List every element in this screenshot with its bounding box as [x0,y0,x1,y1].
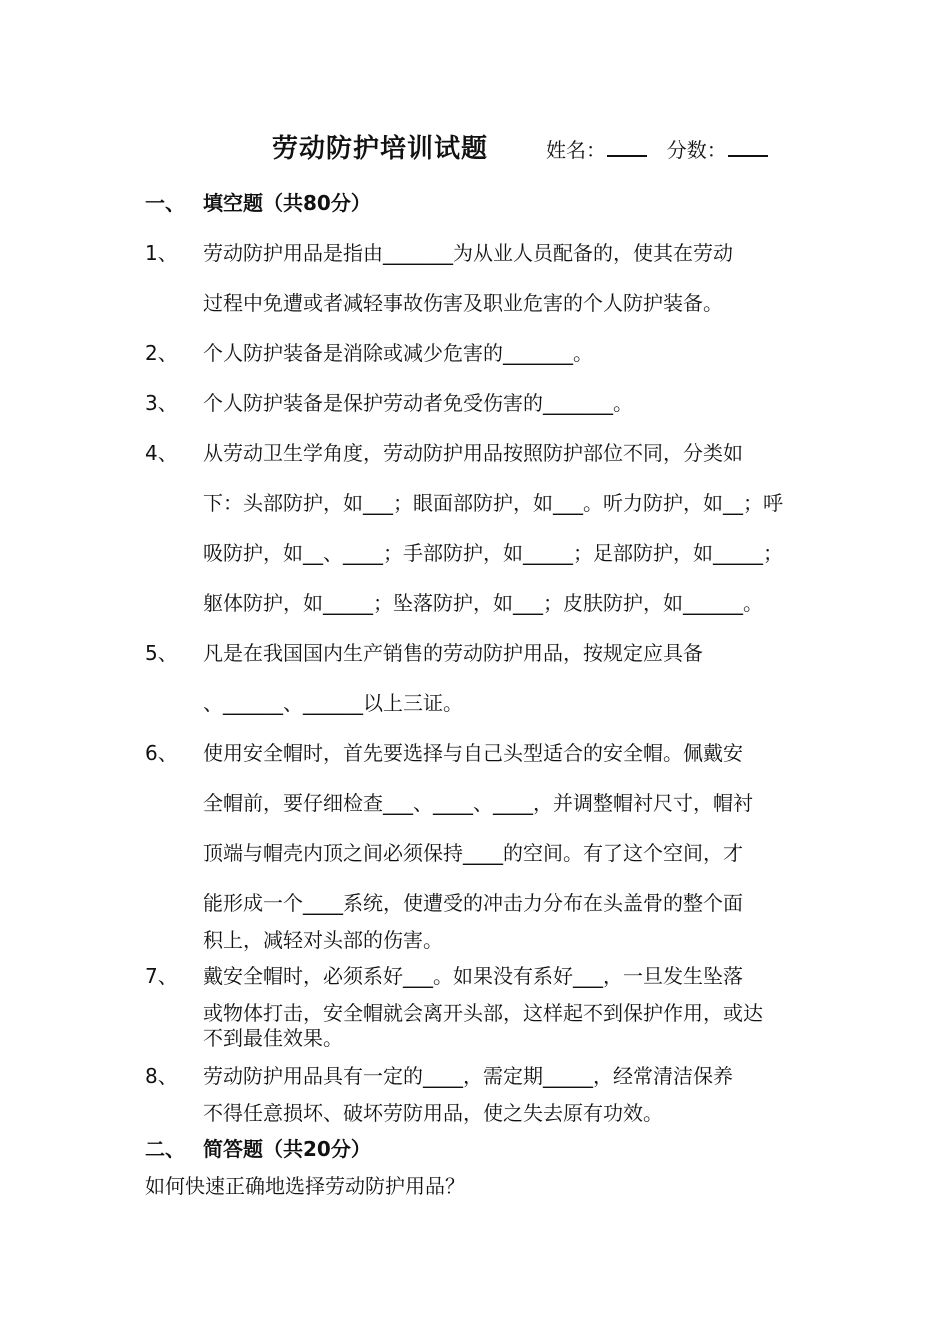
question-line: 吸防护，如__、____；手部防护，如_____；足部防护，如_____； [203,541,783,565]
section-title: 填空题（共80分） [203,191,371,215]
question-number: 3、 [145,391,178,415]
section-number: 一、 [145,191,185,215]
question-number: 7、 [145,964,178,988]
question-line: 不到最佳效果。 [203,1026,343,1050]
question-line: 使用安全帽时，首先要选择与自己头型适合的安全帽。佩戴安 [203,741,743,765]
question-line: 积上，减轻对头部的伤害。 [203,928,443,952]
question-number: 2、 [145,341,178,365]
question-line: 不得任意损坏、破坏劳防用品，使之失去原有功效。 [203,1101,663,1125]
question-number: 8、 [145,1064,178,1088]
question-line: 躯体防护，如_____；坠落防护，如___；皮肤防护，如______。 [203,591,763,615]
exam-meta [546,134,769,163]
question-line: 、______、______以上三证。 [203,691,463,715]
question-number: 4、 [145,441,178,465]
section-short-answer [145,1133,371,1162]
question-line: 从劳动卫生学角度，劳动防护用品按照防护部位不同，分类如 [203,441,743,465]
question-number: 1、 [145,241,178,265]
question-line: 个人防护装备是保护劳动者免受伤害的_______。 [203,391,633,415]
question-number: 6、 [145,741,178,765]
question-line: 戴安全帽时，必须系好___。如果没有系好___，一旦发生坠落 [203,964,743,988]
question-line: 劳动防护用品具有一定的____，需定期_____，经常清洁保养 [203,1064,733,1088]
question-line: 劳动防护用品是指由_______为从业人员配备的，使其在劳动 [203,241,733,265]
score-blank[interactable] [728,137,768,157]
exam-title: 劳动防护培训试题 [272,134,489,164]
name-label: 姓名： [546,138,606,162]
question-line: 全帽前，要仔细检查___、____、____，并调整帽衬尺寸，帽衬 [203,791,753,815]
section-title: 简答题（共20分） [203,1137,371,1161]
question-line: 顶端与帽壳内顶之间必须保持____的空间。有了这个空间，才 [203,841,743,865]
question-line: 或物体打击，安全帽就会离开头部，这样起不到保护作用，或达 [203,1001,763,1025]
short-answer-question: 如何快速正确地选择劳动防护用品？ [145,1174,465,1198]
question-line: 个人防护装备是消除或减少危害的_______。 [203,341,593,365]
question-line: 凡是在我国国内生产销售的劳动防护用品，按规定应具备 [203,641,703,665]
question-line: 过程中免遭或者减轻事故伤害及职业危害的个人防护装备。 [203,291,723,315]
question-line: 能形成一个____系统，使遭受的冲击力分布在头盖骨的整个面 [203,891,743,915]
question-line: 下：头部防护，如___；眼面部防护，如___。听力防护，如__；呼 [203,491,783,515]
section-number: 二、 [145,1137,185,1161]
name-blank[interactable] [607,137,647,157]
section-fill-in [145,187,371,216]
score-label: 分数： [666,138,727,162]
question-number: 5、 [145,641,178,665]
